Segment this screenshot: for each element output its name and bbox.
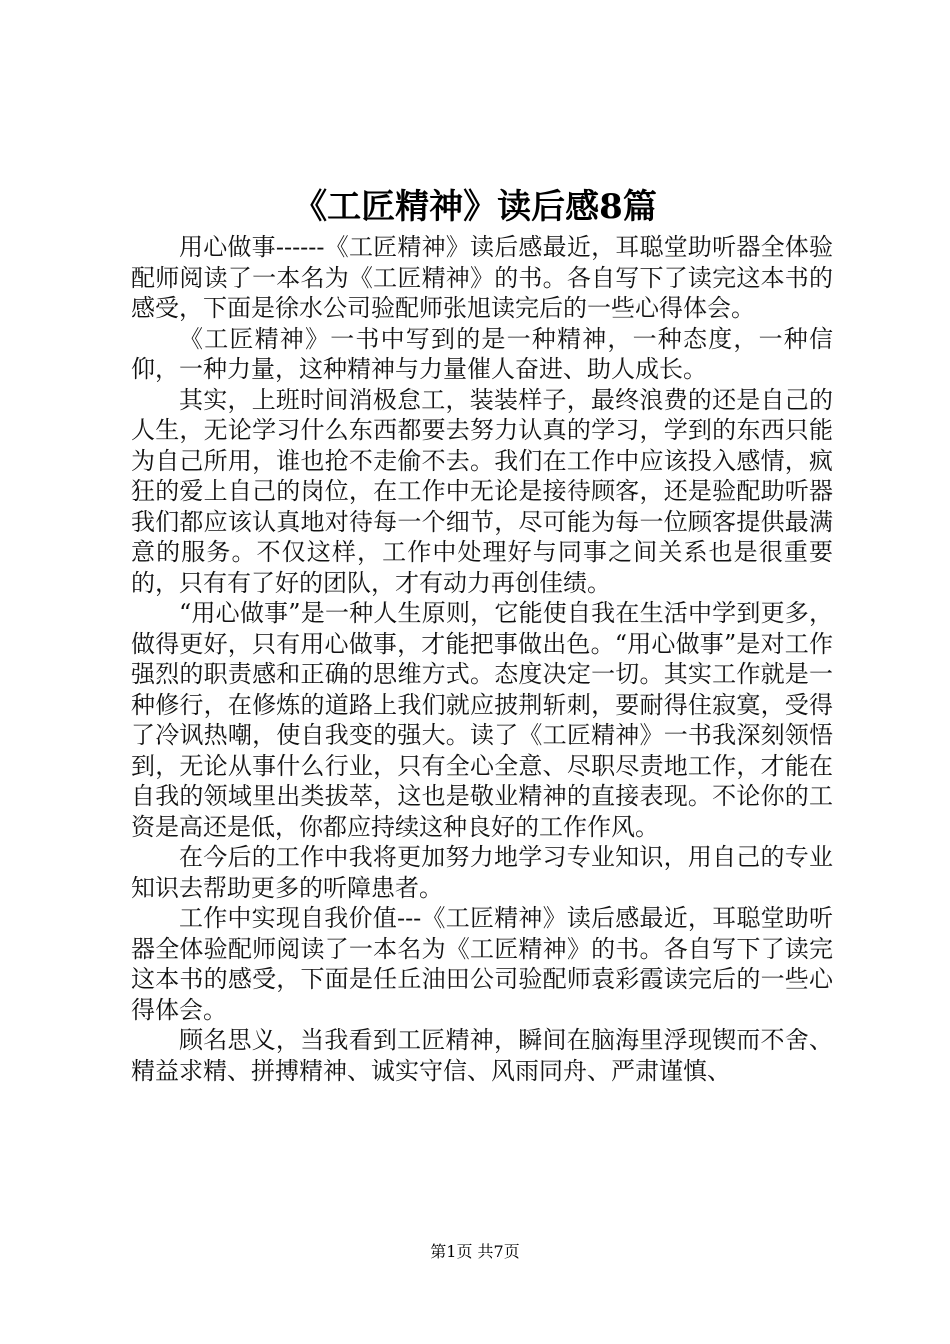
- page-footer: 第1页 共7页: [430, 1242, 520, 1261]
- document-title: 《工匠精神》读后感8篇: [293, 187, 657, 227]
- paragraph: 用心做事------《工匠精神》读后感最近，耳聪堂助听器全体验配师阅读了一本名为《工匠精神》的书。各自写下了读完这本书的感受，下面是徐水公司验配师张旭读完后的一些心得体会。: [131, 233, 833, 322]
- paragraph: 顾名思义，当我看到工匠精神，瞬间在脑海里浮现锲而不舍、精益求精、拼搏精神、诚实守信、风雨同舟、严肃谨慎、: [131, 1026, 833, 1085]
- paragraph: “用心做事”是一种人生原则，它能使自我在生活中学到更多，做得更好，只有用心做事，才能把事做出色。“用心做事”是对工作强烈的职责感和正确的思维方式。态度决定一切。其实工作就是一种修行，在修炼的道路上我们就应披荆斩刺，要耐得住寂寞，受得了冷讽热嘲，使自我变的强大。读了《工匠精神》一书我深刻领悟到，无论从事什么行业，只有全心全意、尽职尽责地工作，才能在自我的领域里出类拔萃，这也是敬业精神的直接表现。不论你的工资是高还是低，你都应持续这种良好的工作作风。: [131, 599, 833, 841]
- paragraph: 工作中实现自我价值---《工匠精神》读后感最近，耳聪堂助听器全体验配师阅读了一本名为《工匠精神》的书。各自写下了读完这本书的感受，下面是任丘油田公司验配师袁彩霞读完后的一些心得体会。: [131, 904, 833, 1024]
- paragraph: 在今后的工作中我将更加努力地学习专业知识，用自己的专业知识去帮助更多的听障患者。: [131, 843, 833, 902]
- document-body: [131, 232, 833, 1086]
- paragraph: 其实，上班时间消极怠工，装装样子，最终浪费的还是自己的人生，无论学习什么东西都要去努力认真的学习，学到的东西只能为自己所用，谁也抢不走偷不去。我们在工作中应该投入感情，疯狂的爱上自己的岗位，在工作中无论是接待顾客，还是验配助听器我们都应该认真地对待每一个细节，尽可能为每一位顾客提供最满意的服务。不仅这样，工作中处理好与同事之间关系也是很重要的，只有有了好的团队，才有动力再创佳绩。: [131, 385, 833, 597]
- paragraph: 《工匠精神》一书中写到的是一种精神，一种态度，一种信仰，一种力量，这种精神与力量催人奋进、助人成长。: [131, 324, 833, 383]
